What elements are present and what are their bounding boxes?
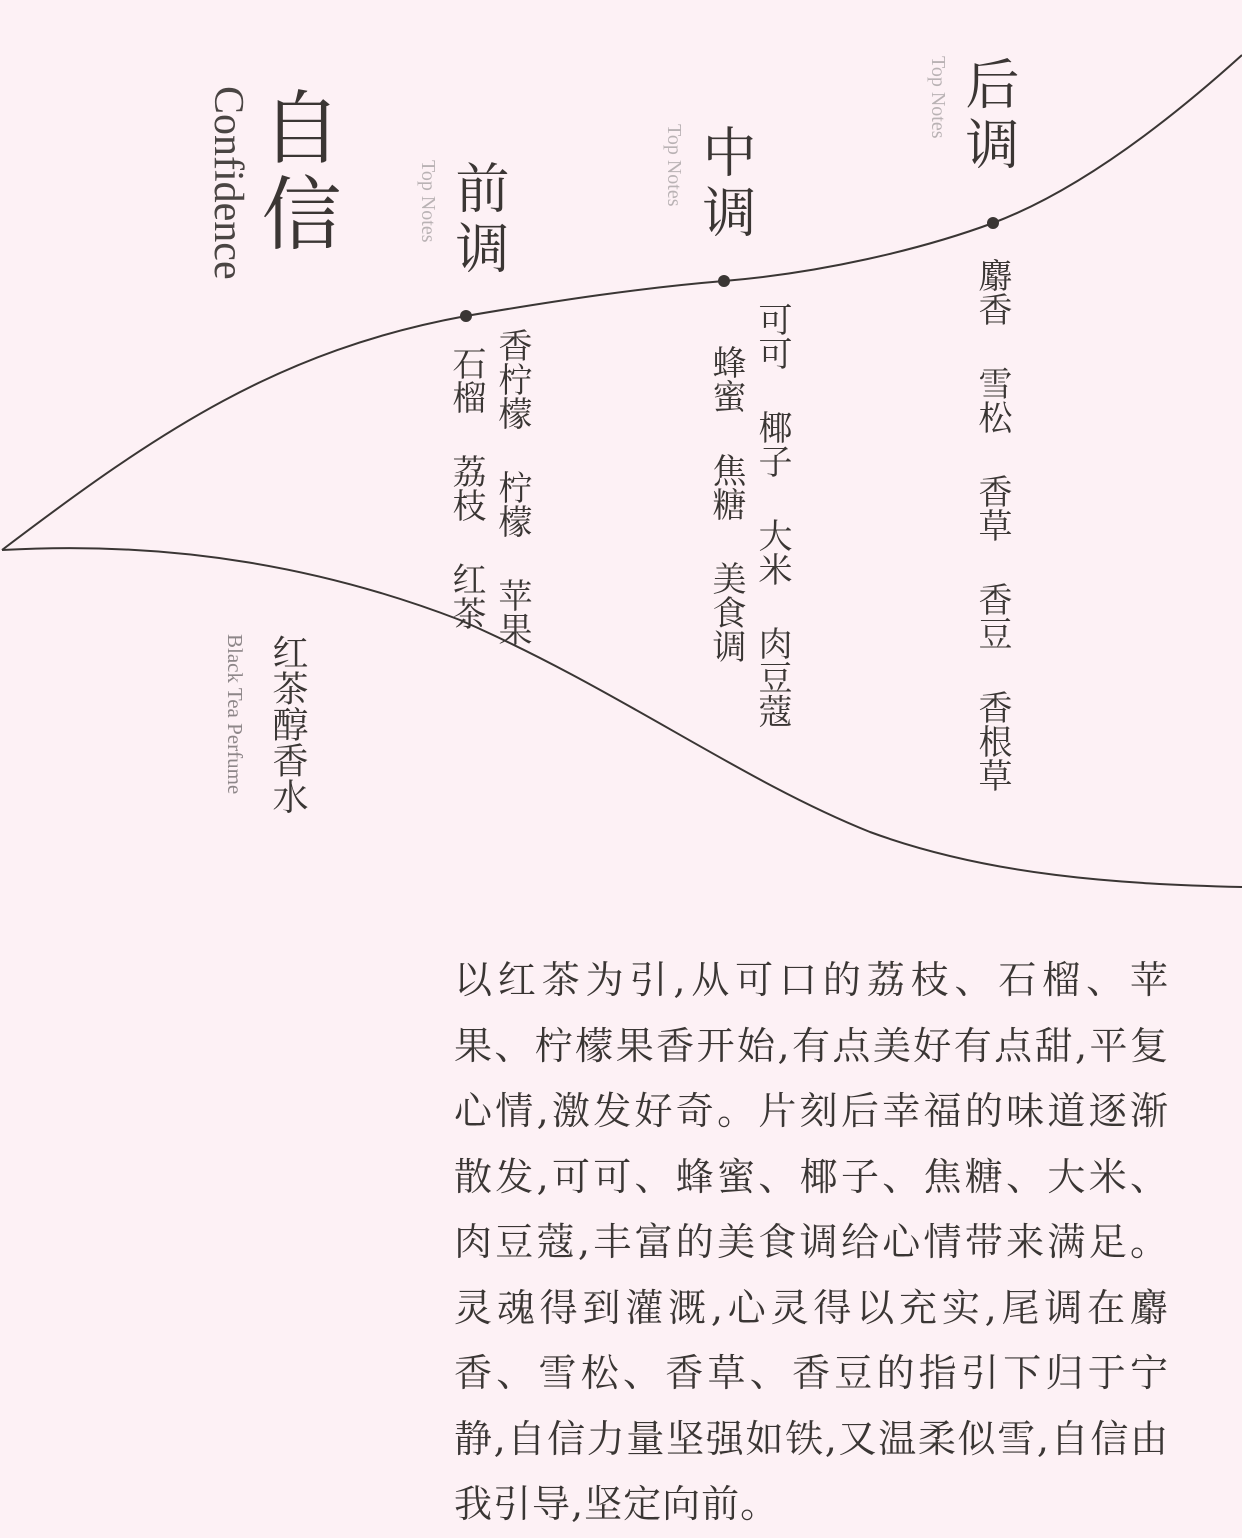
top-note-subtitle: Top Notes xyxy=(417,160,439,243)
middle-note-ingredients-2: 蜂蜜 焦糖 美食调 xyxy=(706,345,746,663)
product-name-english: Black Tea Perfume xyxy=(223,634,247,795)
top-note-ingredients-2: 石榴 荔枝 红茶 xyxy=(446,346,486,630)
base-note-subtitle: Top Notes xyxy=(927,56,949,139)
title-chinese: 自信 xyxy=(248,86,341,258)
product-name-chinese: 红茶醇香水 xyxy=(267,634,308,814)
top-note-marker xyxy=(460,310,472,322)
top-note-title: 前调 xyxy=(447,160,510,280)
middle-note-ingredients-1: 可可 椰子 大米 肉豆蔻 xyxy=(752,302,792,728)
title-english: Confidence xyxy=(205,86,251,280)
middle-note-marker xyxy=(718,275,730,287)
middle-note-subtitle: Top Notes xyxy=(663,124,685,207)
lower-curve xyxy=(2,548,1242,887)
description-paragraph: 以红茶为引,从可口的荔枝、石榴、苹果、柠檬果香开始,有点美好有点甜,平复心情,激发好奇。片刻后幸福的味道逐渐散发,可可、蜂蜜、椰子、焦糖、大米、肉豆蔻,丰富的美食调给心情带来满足。灵魂得到灌溉,心灵得以充实,尾调在麝香、雪松、香草、香豆的指引下归于宁静,自信力量坚强如铁,又温柔似雪,自信由我引导,坚定向前。 xyxy=(454,958,1169,1526)
base-note-title: 后调 xyxy=(957,56,1020,176)
base-note-marker xyxy=(987,217,999,229)
base-note-ingredients: 麝香 雪松 香草 香豆 香根草 xyxy=(972,258,1012,792)
upper-curve xyxy=(2,55,1242,550)
middle-note-title: 中调 xyxy=(694,124,757,244)
top-note-ingredients-1: 香柠檬 柠檬 苹果 xyxy=(492,328,532,646)
